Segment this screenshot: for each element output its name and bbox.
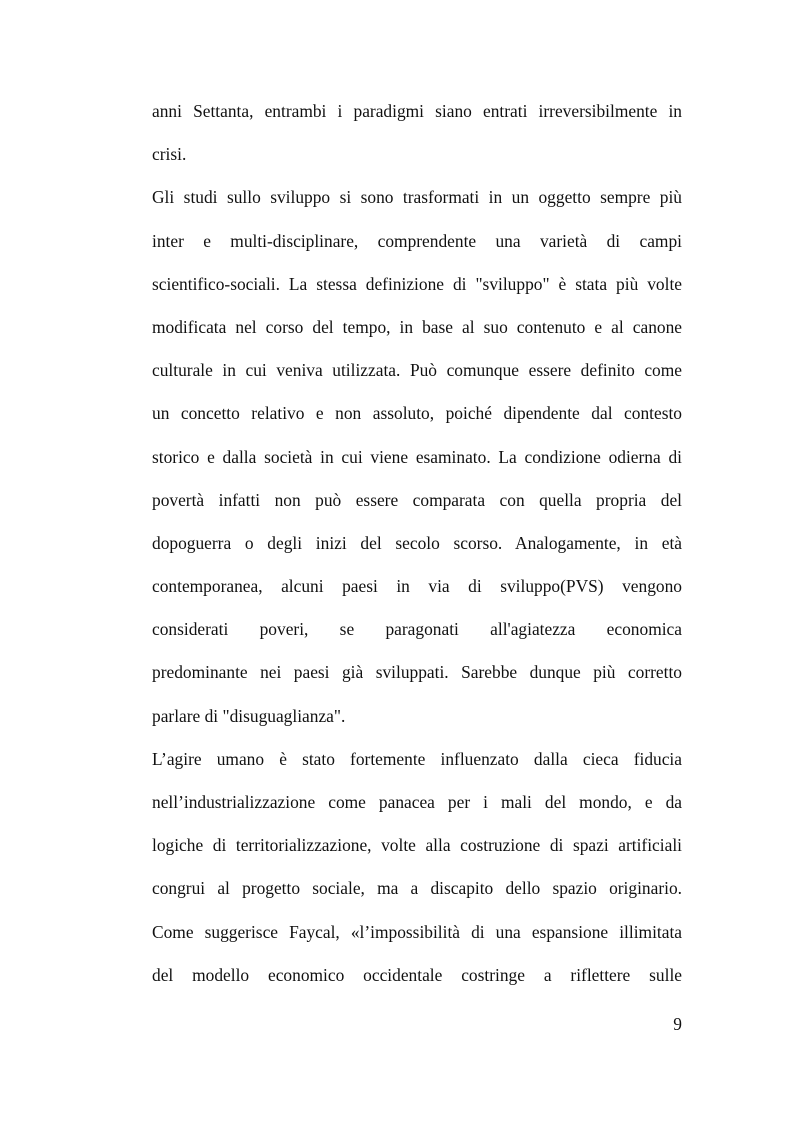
text-line: inter e multi-disciplinare, comprendente una varietà di campi	[152, 230, 682, 251]
page-number: 9	[673, 1014, 682, 1034]
text-line: considerati poveri, se paragonati all'agiatezza economica	[152, 619, 682, 640]
text-line: contemporanea, alcuni paesi in via di sviluppo(PVS) vengono	[152, 576, 682, 597]
text-line: crisi.	[152, 144, 187, 165]
text-line: parlare di "disuguaglianza".	[152, 705, 346, 726]
text-line: congrui al progetto sociale, ma a discapito dello spazio originario.	[152, 878, 682, 899]
text-line: anni Settanta, entrambi i paradigmi siano entrati irreversibilmente in	[152, 101, 682, 121]
body-text	[152, 97, 682, 1004]
text-line: culturale in cui veniva utilizzata. Può comunque essere definito come	[152, 360, 682, 381]
text-line: Gli studi sullo sviluppo si sono trasformati in un oggetto sempre più	[152, 187, 682, 208]
text-line: povertà infatti non può essere comparata con quella propria del	[152, 489, 682, 510]
text-line: del modello economico occidentale costringe a riflettere sulle	[152, 964, 682, 985]
text-line: dopoguerra o degli inizi del secolo scorso. Analogamente, in età	[152, 532, 682, 553]
text-line: storico e dalla società in cui viene esaminato. La condizione odierna di	[152, 446, 682, 467]
text-line: predominante nei paesi già sviluppati. Sarebbe dunque più corretto	[152, 662, 682, 683]
text-line: nell’industrializzazione come panacea per i mali del mondo, e da	[152, 792, 682, 812]
text-line: Come suggerisce Faycal, «l’impossibilità di una espansione illimitata	[152, 921, 682, 942]
text-line: un concetto relativo e non assoluto, poiché dipendente dal contesto	[152, 403, 682, 424]
text-line: L’agire umano è stato fortemente influenzato dalla cieca fiducia	[152, 748, 682, 769]
text-line: modificata nel corso del tempo, in base al suo contenuto e al canone	[152, 316, 682, 337]
text-line: logiche di territorializzazione, volte alla costruzione di spazi artificiali	[152, 835, 682, 856]
text-line: scientifico-sociali. La stessa definizione di "sviluppo" è stata più volte	[152, 273, 682, 294]
